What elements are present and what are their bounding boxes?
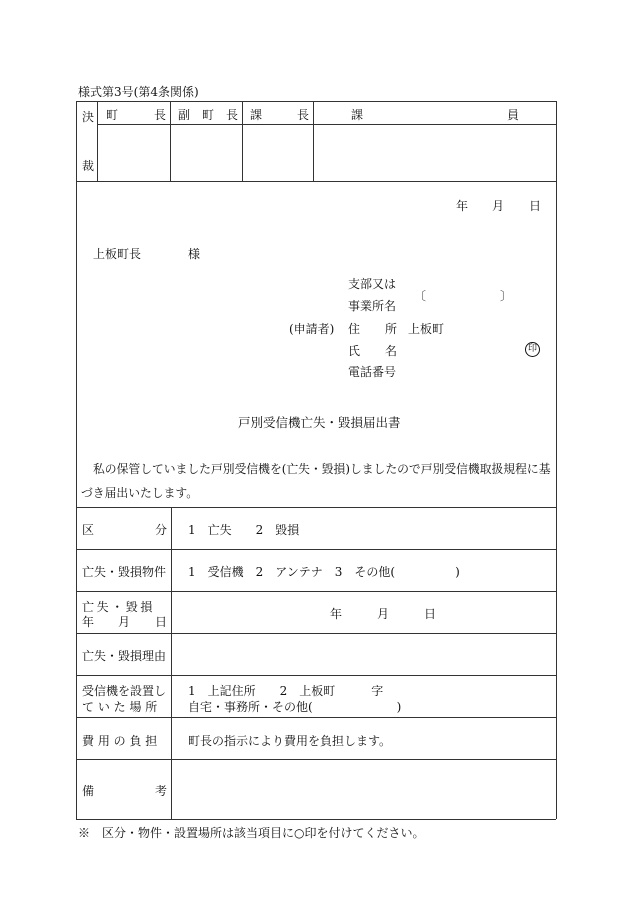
address-label-b: 所 bbox=[385, 322, 398, 336]
col-mayor-left: 町 bbox=[106, 108, 119, 122]
col-deputy-right: 長 bbox=[226, 108, 239, 122]
seal-mark: 印 bbox=[525, 342, 540, 357]
reason-label: 亡失・毀損理由 bbox=[82, 649, 167, 663]
phone-label: 電話番号 bbox=[348, 365, 397, 379]
footnote: ※ 区分・物件・設置場所は該当項目に○印を付けてください。 bbox=[78, 826, 425, 840]
addressee-honorific: 様 bbox=[188, 247, 201, 261]
col-deputy-left: 副 bbox=[178, 108, 191, 122]
col-mayor-right: 長 bbox=[154, 108, 167, 122]
place-value-line2: 自宅・事務所・その他( ) bbox=[188, 700, 402, 714]
branch-label-2: 事業所名 bbox=[348, 299, 397, 313]
kessai-label-top: 決 bbox=[82, 110, 95, 124]
date-row-day: 日 bbox=[424, 607, 437, 621]
place-value-line1: 1 上記住所 2 上板町 字 bbox=[188, 684, 384, 698]
date-month: 月 bbox=[492, 199, 505, 213]
date-day: 日 bbox=[529, 199, 542, 213]
kessai-label-bottom: 裁 bbox=[82, 159, 95, 173]
date-row-label-month: 月 bbox=[118, 615, 131, 629]
remarks-label-a: 備 bbox=[82, 784, 95, 798]
kubun-label-b: 分 bbox=[155, 523, 168, 537]
col-deputy-mid: 町 bbox=[202, 108, 215, 122]
col-section-chief-left: 課 bbox=[250, 108, 263, 122]
body-text-line2: づき届出いたします。 bbox=[81, 486, 199, 500]
address-value: 上板町 bbox=[408, 322, 445, 336]
date-year: 年 bbox=[456, 199, 469, 213]
date-row-label-day: 日 bbox=[155, 615, 168, 629]
col-staff-right: 員 bbox=[507, 108, 520, 122]
col-section-chief-right: 長 bbox=[297, 108, 310, 122]
form-number: 様式第3号(第4条関係) bbox=[78, 85, 199, 99]
kubun-value: 1 亡失 2 毀損 bbox=[188, 523, 300, 537]
remarks-value-area[interactable] bbox=[188, 766, 548, 812]
cost-label: 費 用 の 負 担 bbox=[82, 734, 158, 748]
addressee-name: 上板町長 bbox=[93, 247, 142, 261]
branch-label-1: 支部又は bbox=[348, 277, 397, 291]
item-value: 1 受信機 2 アンテナ 3 その他( ) bbox=[188, 565, 460, 579]
body-text-line1: 私の保管していました戸別受信機を(亡失・毀損)しましたので戸別受信機取扱規程に基 bbox=[93, 462, 551, 476]
document-title: 戸別受信機亡失・毀損届出書 bbox=[238, 415, 401, 430]
item-label: 亡失・毀損物件 bbox=[82, 565, 167, 579]
kubun-label-a: 区 bbox=[82, 523, 95, 537]
branch-bracket-open: 〔 bbox=[414, 289, 427, 303]
name-label-b: 名 bbox=[385, 344, 398, 358]
col-staff-left: 課 bbox=[351, 108, 364, 122]
remarks-label-b: 考 bbox=[155, 784, 168, 798]
date-row-label-line1: 亡失・毀損 bbox=[82, 600, 156, 614]
branch-bracket-close: 〕 bbox=[500, 289, 513, 303]
address-label-a: 住 bbox=[348, 322, 361, 336]
name-label-a: 氏 bbox=[348, 344, 361, 358]
applicant-label: (申請者) bbox=[289, 322, 335, 336]
date-row-year: 年 bbox=[330, 607, 343, 621]
reason-value-area[interactable] bbox=[188, 640, 548, 668]
cost-value: 町長の指示により費用を負担します。 bbox=[188, 734, 392, 748]
date-row-month: 月 bbox=[377, 607, 390, 621]
place-label-line1: 受信機を設置し bbox=[82, 684, 167, 698]
place-label-line2: て い た 場 所 bbox=[82, 700, 158, 714]
date-row-label-year: 年 bbox=[82, 615, 95, 629]
